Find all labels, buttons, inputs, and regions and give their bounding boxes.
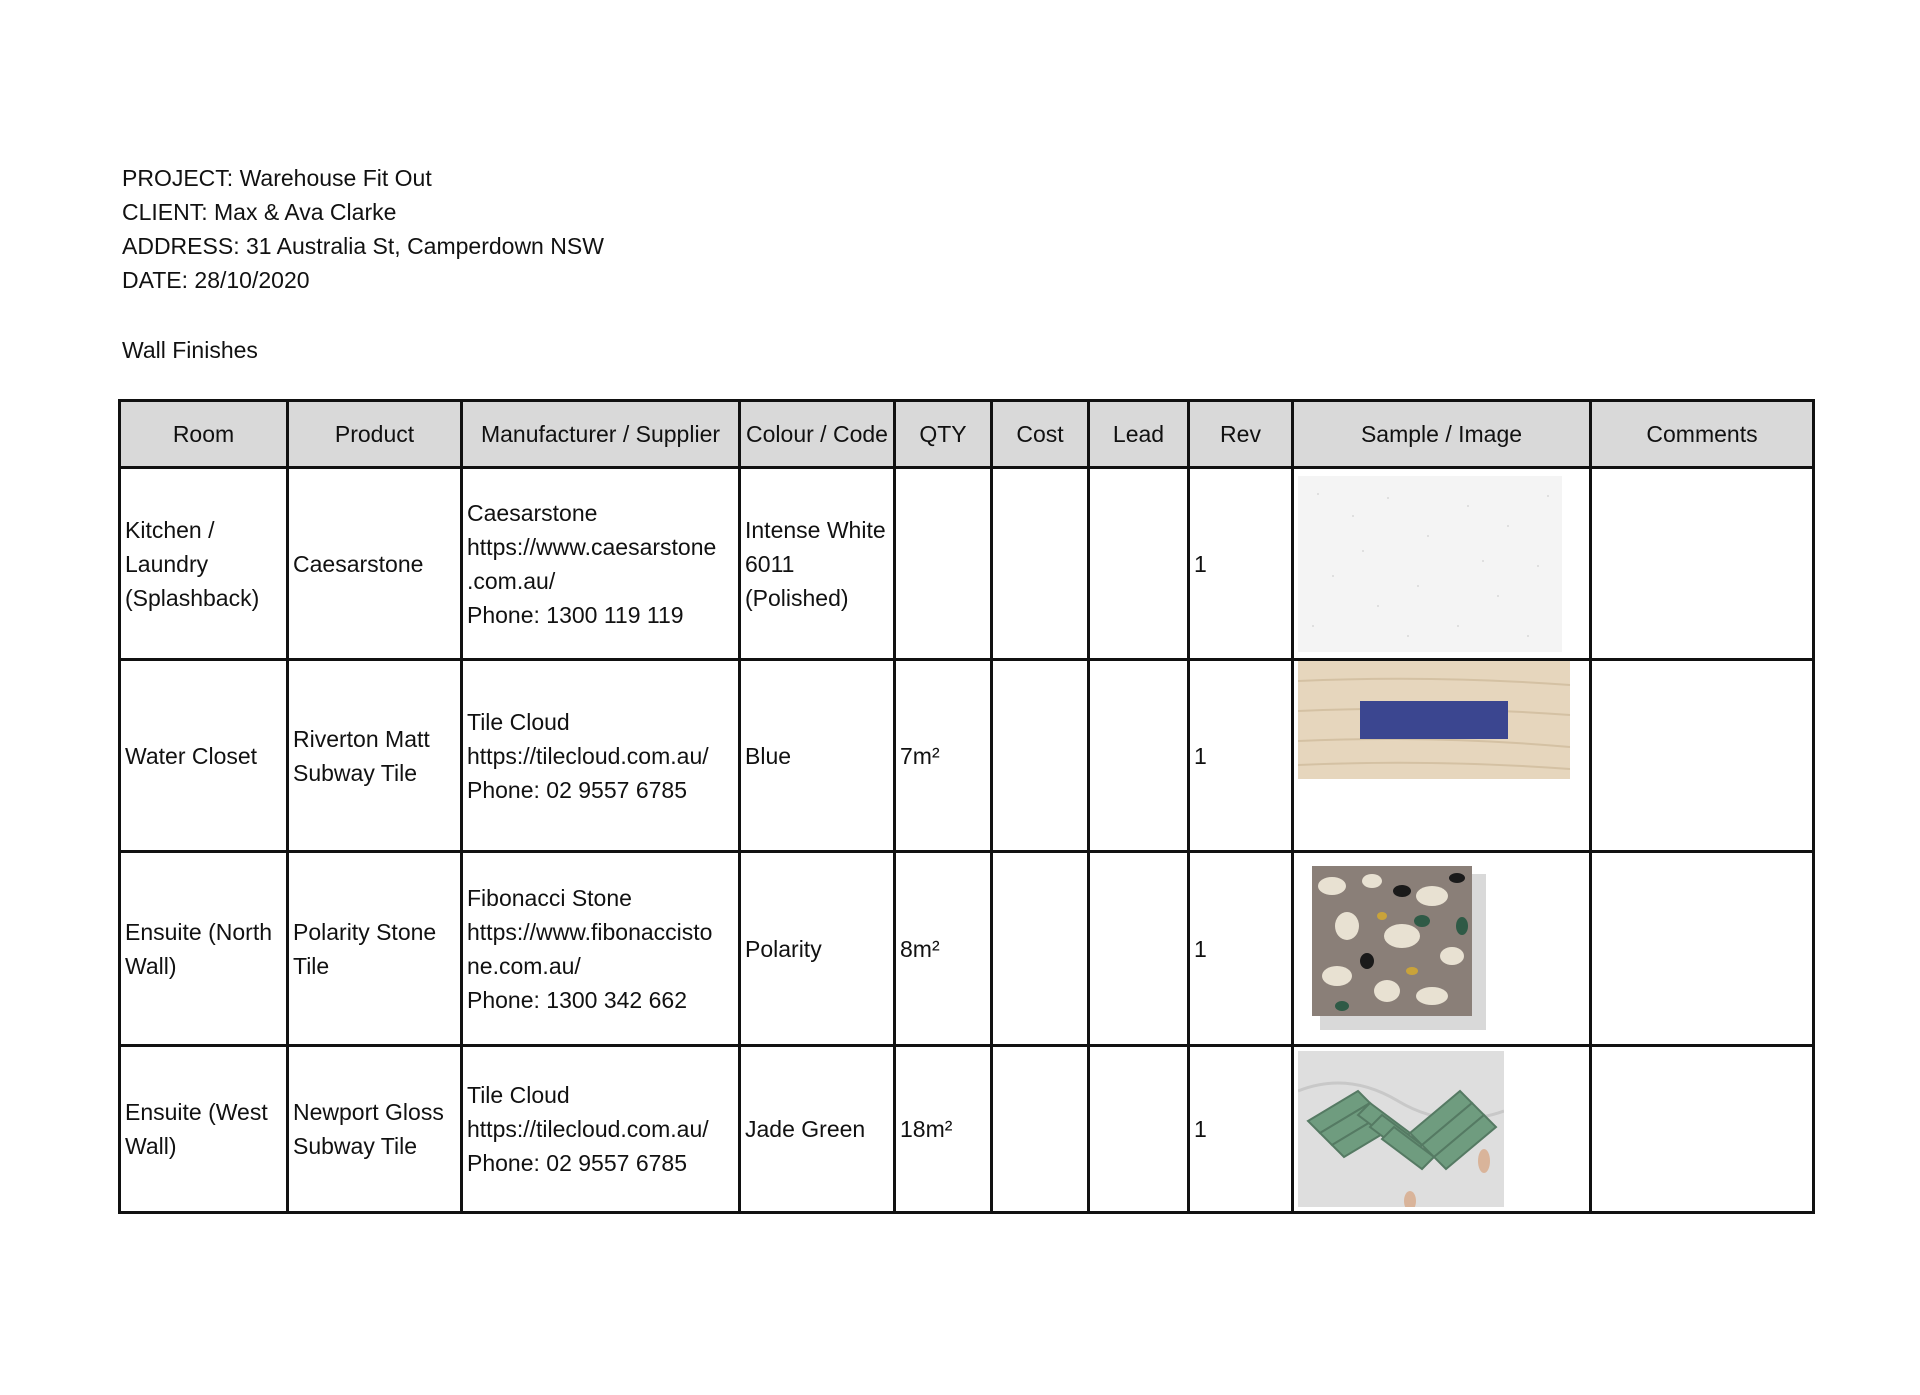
cost-cell (992, 660, 1089, 852)
col-header-supplier: Manufacturer / Supplier (462, 401, 740, 468)
colour-cell: Jade Green (740, 1046, 895, 1213)
col-header-rev: Rev (1189, 401, 1293, 468)
rev-cell: 1 (1189, 468, 1293, 660)
lead-cell (1089, 468, 1189, 660)
room-cell: Kitchen / Laundry (Splashback) (120, 468, 288, 660)
cost-cell (992, 468, 1089, 660)
lead-cell (1089, 1046, 1189, 1213)
product-cell: Polarity Stone Tile (288, 852, 462, 1046)
sample-cell (1293, 468, 1591, 660)
col-header-lead: Lead (1089, 401, 1189, 468)
room-cell: Water Closet (120, 660, 288, 852)
qty-cell: 7m² (895, 660, 992, 852)
table-row (120, 852, 1814, 1046)
sample-cell (1293, 1046, 1591, 1213)
date-line: DATE: 28/10/2020 (122, 267, 310, 293)
comments-cell (1591, 468, 1814, 660)
client-line: CLIENT: Max & Ava Clarke (122, 199, 397, 225)
finishes-schedule-table (118, 399, 1815, 1214)
green-herringbone-tile-image (1298, 1051, 1504, 1207)
col-header-product: Product (288, 401, 462, 468)
col-header-qty: QTY (895, 401, 992, 468)
rev-cell: 1 (1189, 1046, 1293, 1213)
cost-cell (992, 1046, 1089, 1213)
room-cell: Ensuite (North Wall) (120, 852, 288, 1046)
col-header-room: Room (120, 401, 288, 468)
col-header-sample: Sample / Image (1293, 401, 1591, 468)
colour-cell: Intense White 6011 (Polished) (740, 468, 895, 660)
white-quartz-sample-image (1298, 476, 1562, 652)
table-row (120, 1046, 1814, 1213)
section-title: Wall Finishes (122, 337, 258, 363)
qty-cell: 8m² (895, 852, 992, 1046)
colour-cell: Blue (740, 660, 895, 852)
supplier-cell: Caesarstone https://www.caesarstone .com.au/ Phone: 1300 119 119 (462, 468, 740, 660)
qty-cell: 18m² (895, 1046, 992, 1213)
cost-cell (992, 852, 1089, 1046)
project-line: PROJECT: Warehouse Fit Out (122, 165, 432, 191)
terrazzo-tile-image (1312, 866, 1492, 1032)
colour-cell: Polarity (740, 852, 895, 1046)
qty-cell (895, 468, 992, 660)
table-row (120, 468, 1814, 660)
address-line: ADDRESS: 31 Australia St, Camperdown NSW (122, 233, 604, 259)
sample-cell (1293, 660, 1591, 852)
comments-cell (1591, 1046, 1814, 1213)
supplier-cell: Tile Cloud https://tilecloud.com.au/ Phone: 02 9557 6785 (462, 660, 740, 852)
blue-subway-tile-image (1298, 661, 1570, 779)
lead-cell (1089, 852, 1189, 1046)
product-cell: Newport Gloss Subway Tile (288, 1046, 462, 1213)
col-header-cost: Cost (992, 401, 1089, 468)
sample-cell (1293, 852, 1591, 1046)
col-header-colour: Colour / Code (740, 401, 895, 468)
comments-cell (1591, 660, 1814, 852)
room-cell: Ensuite (West Wall) (120, 1046, 288, 1213)
col-header-comments: Comments (1591, 401, 1814, 468)
product-cell: Caesarstone (288, 468, 462, 660)
project-header (122, 161, 604, 297)
product-cell: Riverton Matt Subway Tile (288, 660, 462, 852)
rev-cell: 1 (1189, 660, 1293, 852)
rev-cell: 1 (1189, 852, 1293, 1046)
comments-cell (1591, 852, 1814, 1046)
lead-cell (1089, 660, 1189, 852)
supplier-cell: Tile Cloud https://tilecloud.com.au/ Phone: 02 9557 6785 (462, 1046, 740, 1213)
supplier-cell: Fibonacci Stone https://www.fibonaccisto ne.com.au/ Phone: 1300 342 662 (462, 852, 740, 1046)
table-row (120, 660, 1814, 852)
table-header-row (120, 401, 1814, 468)
